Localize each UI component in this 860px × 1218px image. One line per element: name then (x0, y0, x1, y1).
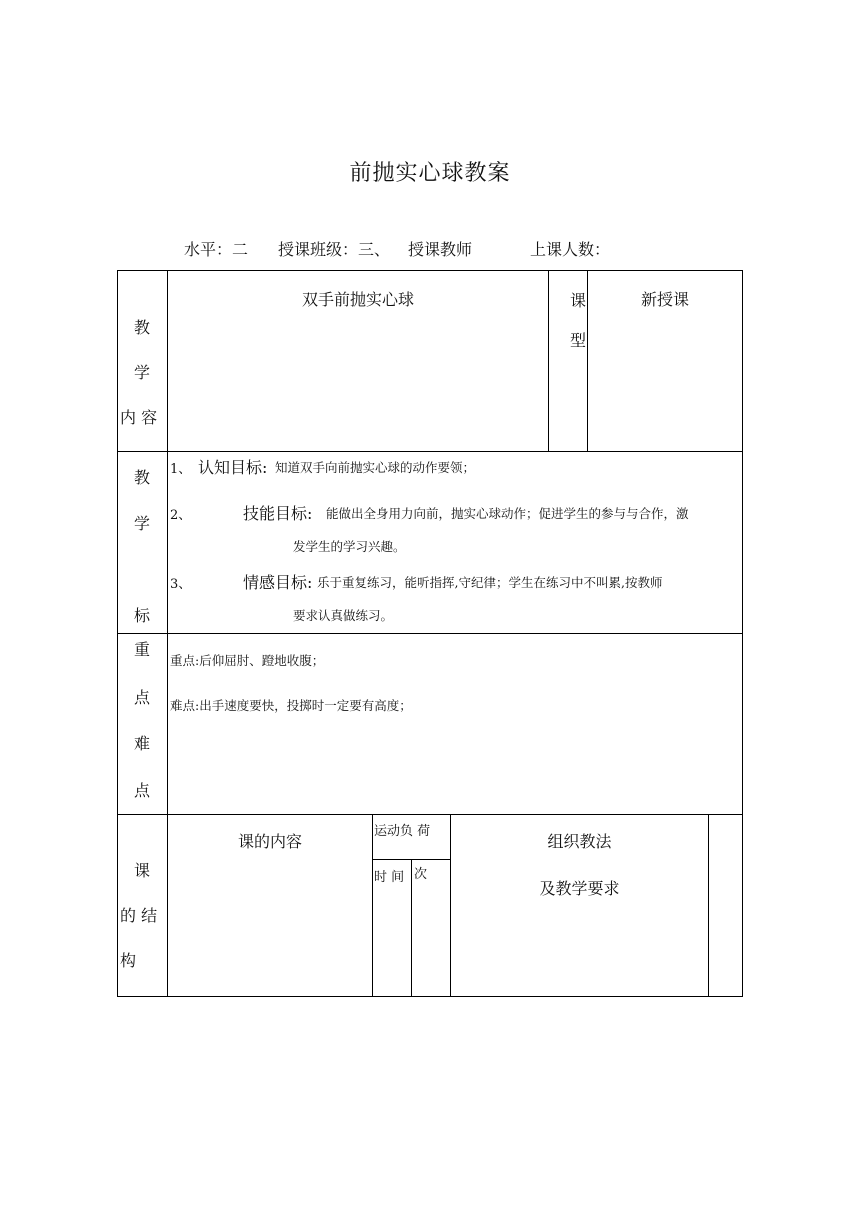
method-header-1: 组织教法 (547, 832, 612, 851)
objective-3-text: 乐于重复练习，能听指挥,守纪律；学生在练习中不叫累,按教师 (317, 575, 663, 590)
content-label-1: 教 (134, 318, 151, 337)
key-point-text: 重点:后仰屈肘、蹬地收腹； (170, 653, 325, 668)
keypoints-label-4: 点 (134, 781, 151, 800)
keypoints-label-2: 点 (134, 688, 151, 707)
type-value: 新授课 (640, 290, 689, 309)
table-border-left (117, 270, 118, 997)
difficulty-text: 难点:出手速度要快，投掷时一定要有高度； (170, 698, 412, 713)
objective-2-number: 2、 (170, 508, 192, 523)
objective-3-heading: 情感目标: (243, 573, 313, 592)
type-label-2: 型 (570, 331, 587, 350)
row-divider-1 (117, 451, 743, 452)
objective-2-continued: 发学生的学习兴趣。 (293, 539, 406, 554)
content-label-3: 内 容 (120, 408, 158, 427)
type-column-divider-left (548, 270, 549, 452)
content-label-2: 学 (134, 363, 151, 382)
structure-label-1: 课 (134, 861, 151, 880)
time-count-divider (411, 859, 412, 997)
objective-3-continued: 要求认真做练习。 (293, 608, 394, 623)
keypoints-label-3: 难 (134, 734, 151, 753)
table-border-top (117, 270, 743, 271)
row-divider-2 (117, 633, 743, 634)
load-column-divider-left (372, 814, 373, 997)
objective-3-number: 3、 (170, 577, 192, 592)
count-header: 次 (414, 867, 428, 882)
row-divider-3 (117, 814, 743, 815)
meta-class: 授课班级：三、 (278, 240, 391, 259)
method-header-2: 及教学要求 (539, 879, 620, 898)
meta-student-count: 上课人数： (530, 240, 611, 259)
objective-1-text: 知道双手向前抛实心球的动作要领； (275, 460, 476, 475)
lesson-content-header: 课的内容 (237, 832, 302, 851)
meta-level: 水平：二 (184, 240, 249, 259)
structure-label-2: 的 结 (120, 906, 158, 925)
objective-1-heading: 认知目标: (198, 458, 268, 477)
label-column-divider (167, 270, 168, 997)
objective-2-text: 能做出全身用力向前，抛实心球动作；促进学生的参与与合作，激 (326, 506, 689, 521)
objective-2-heading: 技能目标: (243, 504, 313, 523)
meta-teacher: 授课教师 (408, 240, 473, 259)
keypoints-label-1: 重 (134, 640, 151, 659)
table-border-right (742, 270, 743, 997)
objectives-label-2: 学 (134, 514, 151, 533)
structure-label-3: 构 (120, 951, 137, 970)
type-label-1: 课 (570, 291, 587, 310)
objectives-label-3: 标 (134, 606, 151, 625)
method-column-divider (708, 814, 709, 997)
objectives-label-1: 教 (134, 468, 151, 487)
exercise-load-header: 运动负 荷 (374, 824, 431, 839)
content-value: 双手前抛实心球 (301, 290, 414, 309)
objective-1-number: 1、 (170, 462, 192, 477)
table-border-bottom (117, 996, 743, 997)
time-header: 时 间 (374, 870, 405, 885)
document-title: 前抛实心球教案 (349, 161, 511, 186)
